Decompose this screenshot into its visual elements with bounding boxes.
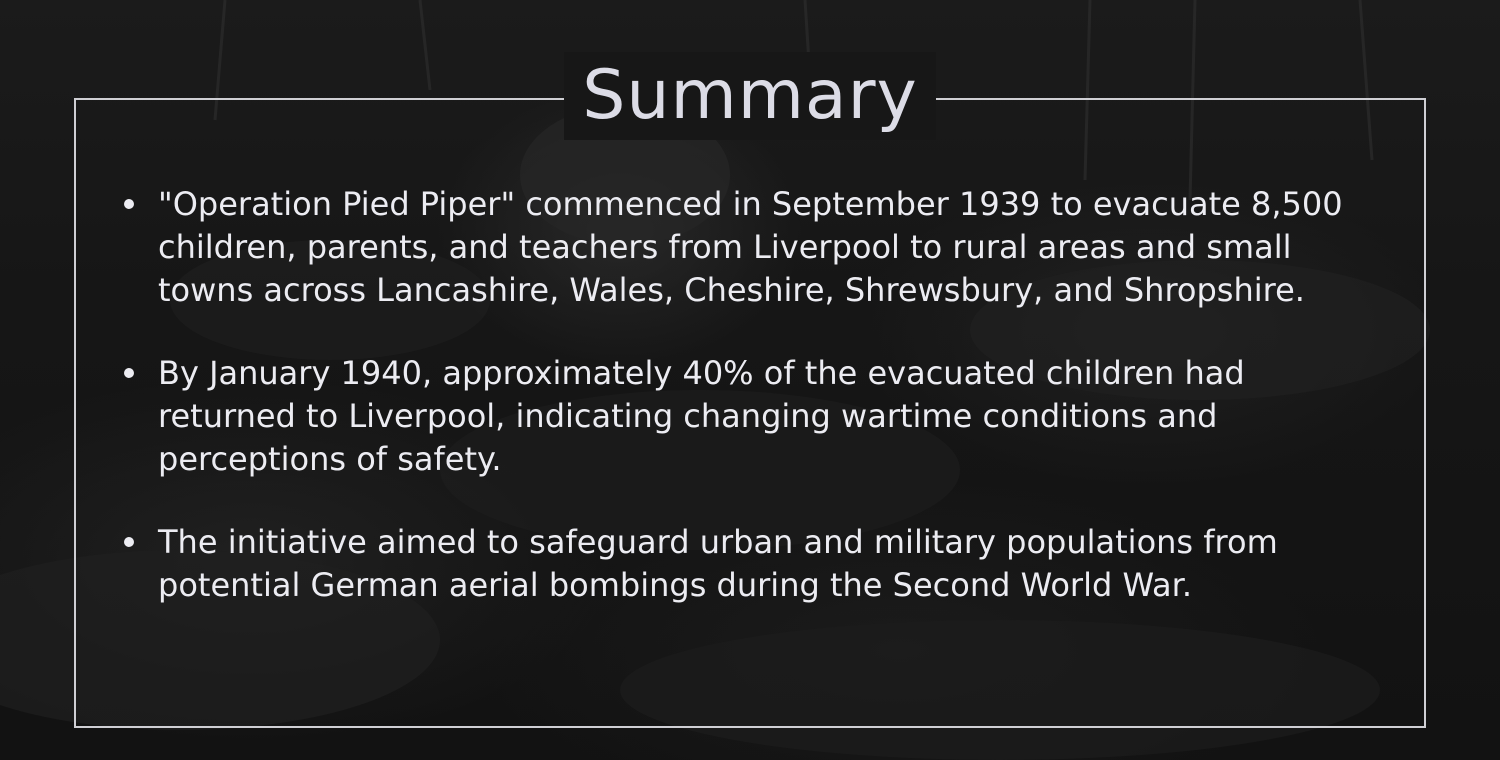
slide-title: Summary xyxy=(564,52,936,140)
bullet-text: "Operation Pied Piper" commenced in September 1939 to evacuate 8,500 children, parents, and teachers from Liverpool to rural areas and small towns across Lancashire, Wales, Cheshire, Shrewsbury, and Shropshire. xyxy=(158,185,1343,309)
bullet-item xyxy=(120,183,1390,312)
bullet-dot-icon xyxy=(124,537,134,547)
bullet-item xyxy=(120,352,1390,481)
bullet-text: By January 1940, approximately 40% of the evacuated children had returned to Liverpool, indicating changing wartime conditions and perceptions of safety. xyxy=(158,354,1245,478)
bullet-dot-icon xyxy=(124,368,134,378)
bullet-list xyxy=(120,183,1390,647)
bullet-dot-icon xyxy=(124,199,134,209)
bullet-text: The initiative aimed to safeguard urban and military populations from potential German aerial bombings during the Second World War. xyxy=(158,523,1278,604)
bullet-item xyxy=(120,521,1390,607)
